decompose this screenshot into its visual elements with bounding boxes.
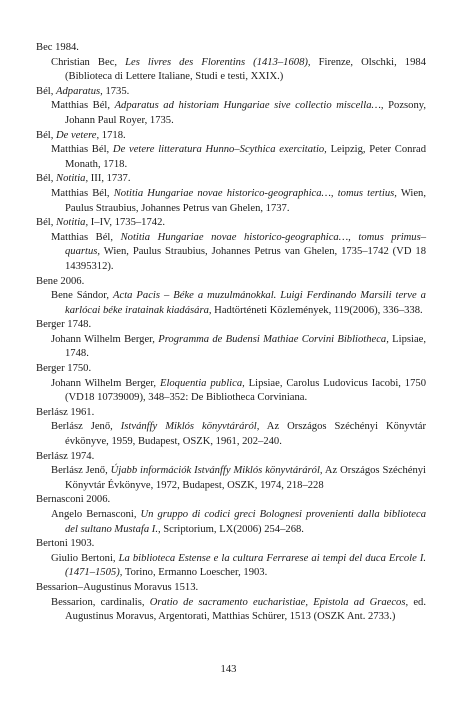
citation-text: Matthias Bél,	[51, 144, 113, 156]
title-italic-text: Újabb információk Istvánffy Miklós könyvtáráról,	[110, 465, 323, 477]
title-italic-text: De vetere litteratura Hunno–Scythica exercitatio,	[112, 144, 327, 156]
entry-short-title	[36, 216, 426, 231]
citation-text: 1718.	[99, 129, 126, 141]
citation-text: III, 1737.	[88, 173, 131, 185]
entry-full-citation	[51, 420, 426, 449]
entry-short-title	[36, 362, 426, 377]
citation-text: Berlász 1974.	[36, 450, 95, 462]
citation-text: Berlász 1961.	[36, 406, 95, 418]
bibliography-entry	[36, 493, 426, 537]
citation-text: Bernasconi 2006.	[36, 494, 111, 506]
bibliography-entry	[36, 450, 426, 494]
entry-full-citation	[51, 56, 426, 85]
citation-text: Lipsiae, 1748.	[65, 333, 426, 360]
citation-text: Bél,	[36, 85, 57, 97]
citation-text: Angelo Bernasconi,	[51, 509, 141, 520]
bibliography-entry	[36, 41, 426, 85]
entry-short-title	[36, 537, 426, 552]
citation-text: Pozsony, Johann Paul Royer, 1735.	[65, 100, 426, 126]
citation-text: Torino, Ermanno Loescher, 1903.	[122, 567, 268, 579]
citation-text: Az Országos Széchényi Könyvtár évkönyve, 1959, Budapest, OSZK, 1961, 202–240.	[65, 421, 427, 448]
citation-text: Berger 1748.	[36, 319, 92, 331]
citation-text: Wien, Paulus Straubius, Johannes Petrus van Ghelen, 1737.	[65, 187, 427, 214]
title-italic-text: Notitia Hungariae novae historico-geographica…, tomus tertius,	[113, 187, 397, 199]
citation-text: Berlász Jenő,	[51, 421, 121, 433]
title-italic-text: Eloquentia publica,	[159, 377, 245, 389]
title-italic-text: Adparatus ad historiam Hungariae sive collectio miscella…,	[114, 100, 384, 112]
citation-text: Johann Wilhelm Berger,	[51, 333, 159, 345]
citation-text: Matthias Bél,	[51, 187, 114, 199]
bibliography-entry	[36, 537, 426, 581]
citation-text: Bec 1984.	[36, 42, 79, 53]
title-italic-text: Notitia,	[56, 173, 89, 185]
citation-text: Matthias Bél,	[51, 100, 115, 112]
title-italic-text: Notitia,	[56, 217, 89, 229]
bibliography-entry	[36, 406, 426, 450]
entry-full-citation	[51, 333, 426, 362]
bibliography-entry	[36, 581, 426, 625]
entry-full-citation	[51, 143, 426, 172]
title-italic-text: Un gruppo di codici greci Bolognesi provenienti dalla biblioteca del sultano Mustafa I.,	[65, 509, 426, 535]
bibliography-entry	[36, 362, 426, 406]
entry-short-title	[36, 275, 426, 290]
citation-text: Bessarion, cardinalis,	[51, 596, 150, 608]
title-italic-text: Oratio de sacramento eucharistiae, Epistola ad Graecos,	[149, 596, 409, 608]
entry-short-title	[36, 318, 426, 333]
citation-text: Berger 1750.	[36, 363, 92, 375]
bibliography-entry	[36, 216, 426, 274]
bibliography-entry	[36, 85, 426, 129]
citation-text: Bél,	[36, 129, 57, 141]
title-italic-text: Acta Pacis – Béke a muzulmánokkal. Luigi Ferdinando Marsili terve a karlócai béke iratainak kiadására,	[65, 290, 426, 316]
entry-full-citation	[51, 187, 426, 216]
entry-full-citation	[51, 231, 426, 275]
page-number: 143	[220, 664, 237, 675]
title-italic-text: Programma de Budensi Mathiae Corvini Bibliotheca,	[158, 333, 389, 345]
citation-text: Bene Sándor,	[51, 290, 114, 302]
entry-short-title	[36, 129, 426, 144]
citation-text: Bertoni 1903.	[36, 538, 95, 550]
citation-text: Berlász Jenő,	[51, 465, 111, 477]
citation-text: 1735.	[102, 85, 130, 97]
entry-short-title	[36, 581, 426, 596]
entry-short-title	[36, 450, 426, 465]
citation-text: Giulio Bertoni,	[51, 552, 119, 564]
bibliography-entry	[36, 318, 426, 362]
title-italic-text: Adparatus,	[56, 85, 103, 97]
entry-full-citation	[51, 289, 426, 318]
entry-full-citation	[51, 552, 426, 581]
citation-text: Firenze, Olschki, 1984 (Biblioteca di Lettere Italiane, Studi e testi, XXIX.)	[65, 56, 426, 83]
citation-text: Bél,	[36, 173, 57, 185]
citation-text: Wien, Paulus Straubius, Johannes Petrus van Ghelen, 1735–1742 (VD 18 14395312).	[65, 246, 426, 272]
citation-text: Bél,	[36, 217, 57, 229]
citation-text: Christian Bec,	[51, 56, 126, 68]
bibliography-entry	[36, 129, 426, 173]
title-italic-text: De vetere,	[56, 129, 100, 141]
citation-text: Scriptorium, LX(2006) 254–268.	[160, 523, 304, 535]
citation-text: Bessarion–Augustinus Moravus 1513.	[36, 581, 199, 593]
title-italic-text: Istvánffy Miklós könyvtáráról,	[120, 421, 260, 433]
citation-text: Bene 2006.	[36, 275, 85, 287]
citation-text: Lipsiae, Carolus Ludovicus Iacobi, 1750 (VD18 10739009), 348–352: De Bibliotheca Corviniana.	[65, 377, 426, 404]
entry-full-citation	[51, 377, 426, 406]
citation-text: ed. Augustinus Moravus, Argentorati, Matthias Schürer, 1513 (OSZK Ant. 2733.)	[65, 596, 426, 623]
entry-short-title	[36, 406, 426, 421]
entry-full-citation	[51, 464, 426, 493]
entry-full-citation	[51, 99, 426, 128]
bibliography-entry	[36, 172, 426, 216]
entry-short-title	[36, 493, 426, 508]
title-italic-text: Notitia Hungariae novae historico-geographica…, tomus primus–quartus,	[65, 231, 426, 258]
citation-text: Hadtörténeti Közlemények, 119(2006), 336–338.	[211, 304, 423, 316]
citation-text: Matthias Bél,	[51, 231, 121, 243]
entry-short-title	[36, 172, 426, 187]
entry-full-citation	[51, 508, 426, 537]
citation-text: I–IV, 1735–1742.	[88, 217, 166, 229]
citation-text: Johann Wilhelm Berger,	[51, 377, 160, 389]
entry-short-title	[36, 85, 426, 100]
citation-text: Leipzig, Peter Conrad Monath, 1718.	[65, 144, 426, 170]
entry-full-citation	[51, 596, 426, 625]
title-italic-text: La biblioteca Estense e la cultura Ferrarese ai tempi del duca Ercole I. (1471–1505),	[65, 552, 426, 579]
entry-short-title	[36, 41, 426, 56]
bibliography-list	[36, 41, 426, 625]
title-italic-text: Les livres des Florentins (1413–1608),	[125, 56, 311, 68]
citation-text: Az Országos Széchényi Könyvtár Évkönyve, 1972, Budapest, OSZK, 1974, 218–228	[65, 465, 426, 491]
bibliography-entry	[36, 275, 426, 319]
